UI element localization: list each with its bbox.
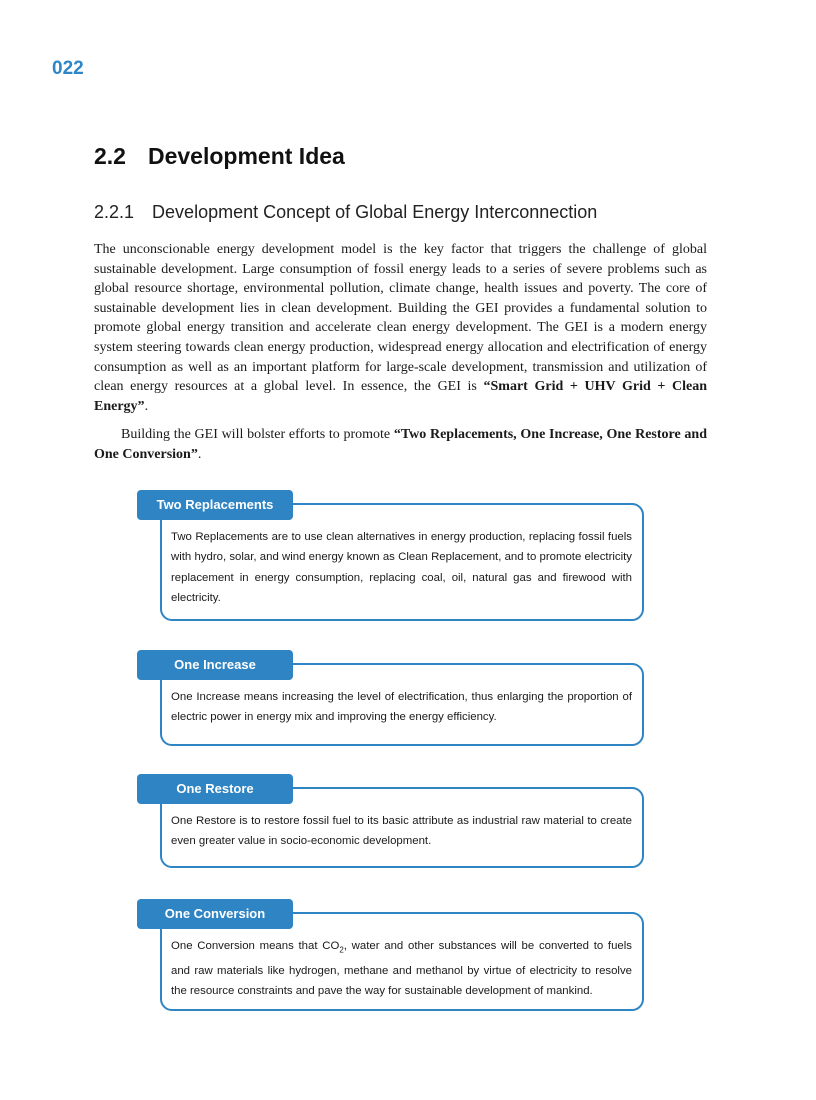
paragraph-bold: “Smart Grid + UHV Grid + Clean Energy” — [94, 379, 707, 414]
paragraph-1 — [94, 240, 707, 416]
subsection-number: 2.2.1 — [94, 202, 135, 222]
paragraph-2 — [94, 425, 707, 464]
callout-text: One Conversion means that CO — [171, 940, 340, 952]
callout-title: One Conversion — [137, 899, 293, 929]
paragraph-end: . — [197, 446, 202, 462]
subsection-heading — [94, 202, 597, 223]
section-title: Development Idea — [147, 143, 345, 169]
callout-text: , water and other substances will be converted to fuels and raw materials like hydrogen, methane and methanol by virtue of electricity to resolve the resource constraints and pave the way for sustainable development of mankind. — [171, 940, 632, 998]
paragraph-end: . — [144, 398, 149, 414]
section-number: 2.2 — [94, 143, 126, 169]
callout-title: One Restore — [137, 774, 293, 804]
callout-body: Two Replacements are to use clean alternatives in energy production, replacing fossil fuels with hydro, solar, and wind energy known as Clean Replacement, and to promote electricity replacement in energy consumption, replacing coal, oil, natural gas and firewood with electricity. — [160, 503, 644, 621]
paragraph-text: Building the GEI will bolster efforts to promote — [121, 427, 394, 442]
callout-body: One Restore is to restore fossil fuel to its basic attribute as industrial raw material to create even greater value in socio-economic development. — [160, 787, 644, 868]
callout-body: One Increase means increasing the level of electrification, thus enlarging the proportion of electric power in energy mix and improving the energy efficiency. — [160, 663, 644, 746]
page-number: 022 — [52, 58, 84, 79]
paragraph-bold: “Two Replacements, One Increase, One Restore and One Conversion” — [94, 427, 707, 462]
subscript: 2 — [339, 945, 344, 955]
section-heading — [94, 143, 345, 170]
subsection-title: Development Concept of Global Energy Interconnection — [152, 202, 598, 222]
paragraph-text: The unconscionable energy development model is the key factor that triggers the challenge of global sustainable development. Large consumption of fossil energy leads to a series of severe problems such as global resource shortage, environmental pollution, climate change, health issues and poverty. The core of sustainable development lies in clean development. Building the GEI provides a fundamental solution to promote global energy transition and accelerate clean energy development. The GEI is a modern energy system steering towards clean energy production, widespread energy allocation and electrification of energy consumption as well as an important platform for large-scale development, transmission and utilization of clean energy resources at a global level. In essence, the GEI is — [94, 242, 707, 395]
callout-title: One Increase — [137, 650, 293, 680]
callout-title: Two Replacements — [137, 490, 293, 520]
